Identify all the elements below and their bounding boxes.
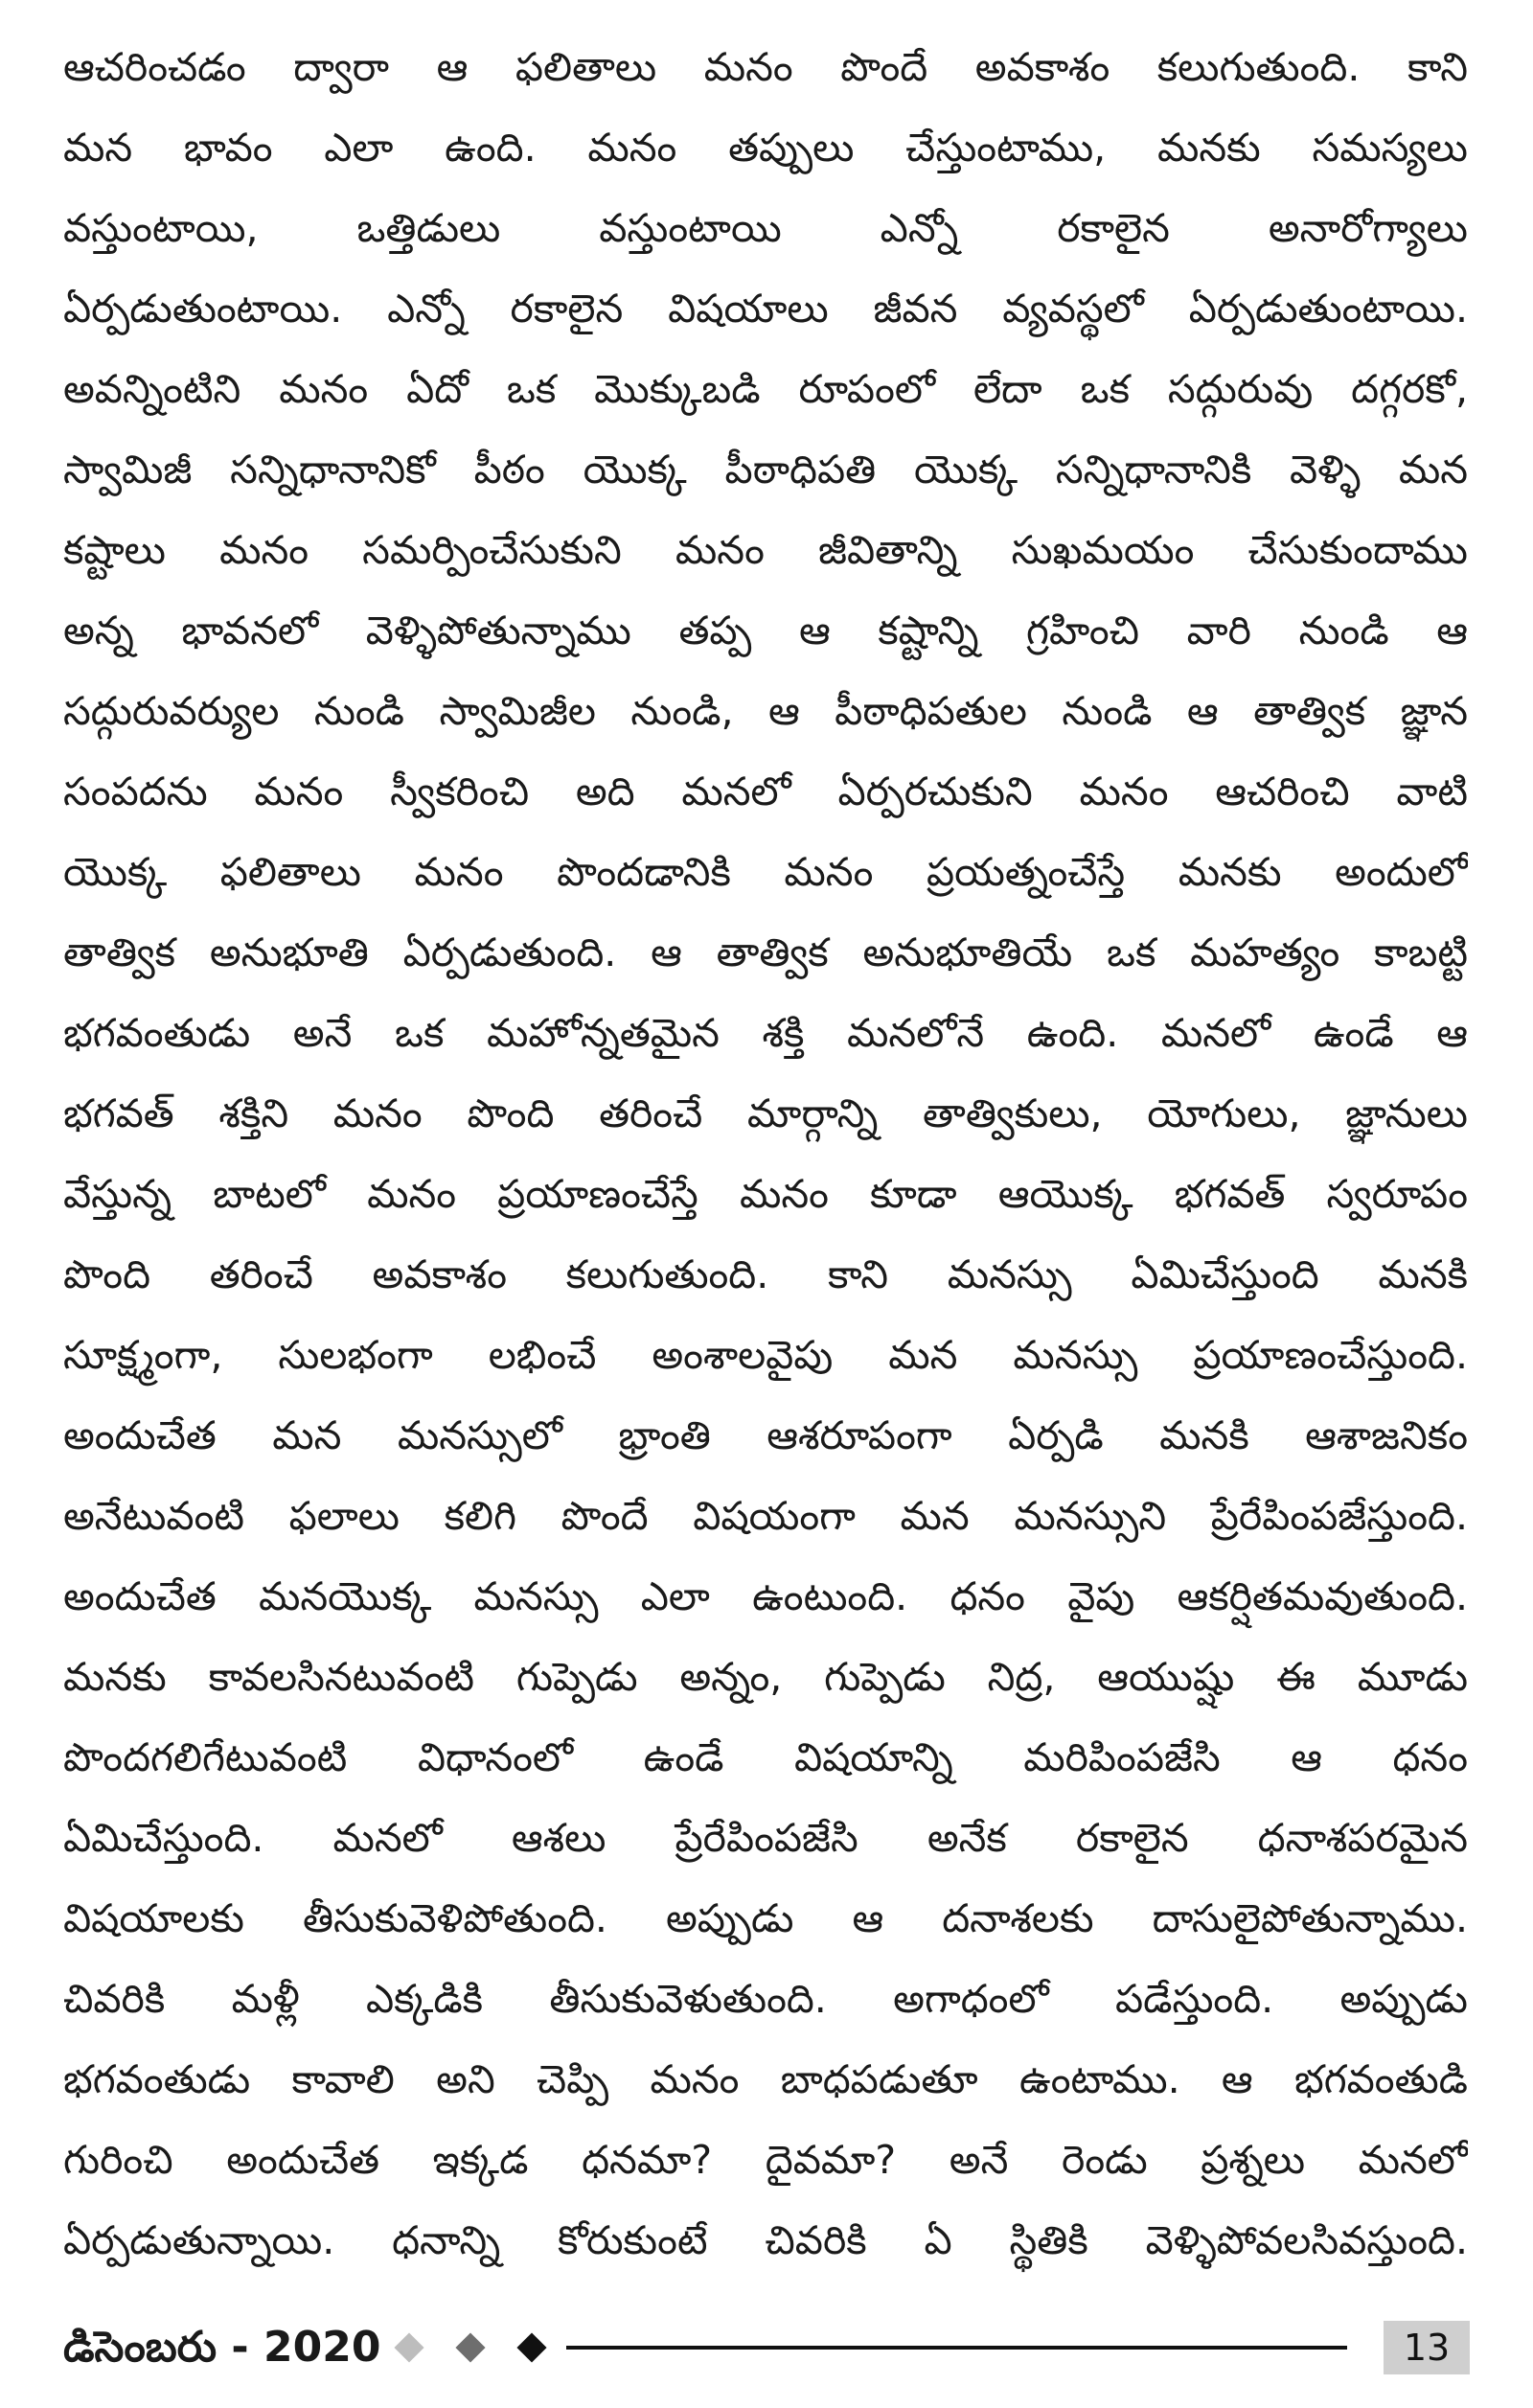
text-line: తాత్విక అనుభూతి ఏర్పడుతుంది. ఆ తాత్విక అనుభూతియే ఒక మహత్యం కాబట్టి <box>63 929 1468 975</box>
text-line: అందుచేత మనయొక్క మనస్సు ఎలా ఉంటుంది. ధనం వైపు ఆకర్షితమవుతుంది. <box>63 1573 1468 1619</box>
text-line: ఏమిచేస్తుంది. మనలో ఆశలు ప్రేరేపింపజేసి అనేక రకాలైన ధనాశపరమైన <box>63 1815 1468 1861</box>
diamond-ornament-icon <box>455 2332 485 2362</box>
text-line: పొంది తరించే అవకాశం కలుగుతుంది. కాని మనస్సు ఏమిచేస్తుంది మనకి <box>63 1251 1468 1297</box>
text-line: అనేటువంటి ఫలాలు కలిగి పొందే విషయంగా మన మనస్సుని ప్రేరేపింపజేస్తుంది. <box>63 1493 1468 1539</box>
text-line: భగవంతుడు అనే ఒక మహోన్నతమైన శక్తి మనలోనే ఉంది. మనలో ఉండే ఆ <box>63 1010 1468 1056</box>
text-line: ఏర్పడుతున్నాయి. ధనాన్ని కోరుకుంటే చివరికి ఏ స్థితికి వెళ్ళిపోవలసివస్తుంది. <box>63 2217 1468 2263</box>
diamond-ornament-icon <box>516 2332 546 2362</box>
diamond-ornament-icon <box>394 2332 423 2362</box>
page-number: 13 <box>1384 2321 1470 2374</box>
text-line: విషయాలకు తీసుకువెళిపోతుంది. అప్పుడు ఆ దనాశలకు దాసులైపోతున్నాము. <box>63 1895 1468 1941</box>
text-line: యొక్క ఫలితాలు మనం పొందడానికి మనం ప్రయత్నంచేస్తే మనకు అందులో <box>63 849 1468 895</box>
text-line: మన భావం ఎలా ఉంది. మనం తప్పులు చేస్తుంటాము, మనకు సమస్యలు <box>63 125 1468 171</box>
text-line: భగవంతుడు కావాలి అని చెప్పి మనం బాధపడుతూ ఉంటాము. ఆ భగవంతుడి <box>63 2056 1468 2102</box>
text-line: కష్టాలు మనం సమర్పించేసుకుని మనం జీవితాన్ని సుఖమయం చేసుకుందాము <box>63 527 1468 573</box>
text-line: స్వామిజీ సన్నిధానానికో పీఠం యొక్క పీఠాధిపతి యొక్క సన్నిధానానికి వెళ్ళి మన <box>63 447 1468 493</box>
text-line: గురించి అందుచేత ఇక్కడ ధనమా? దైవమా? అనే రెండు ప్రశ్నలు మనలో <box>63 2137 1468 2183</box>
issue-date: డిసెంబరు - 2020 <box>63 2323 381 2372</box>
text-line: చివరికి మళ్లీ ఎక్కడికి తీసుకువెళుతుంది. అగాధంలో పడేస్తుంది. అప్పుడు <box>63 1976 1468 2022</box>
text-line: ఆచరించడం ద్వారా ఆ ఫలితాలు మనం పొందే అవకాశం కలుగుతుంది. కాని <box>63 44 1468 90</box>
text-line: మనకు కావలసినటువంటి గుప్పెడు అన్నం, గుప్పెడు నిద్ర, ఆయుష్షు ఈ మూడు <box>63 1654 1468 1700</box>
text-line: సద్గురువర్యుల నుండి స్వామిజీల నుండి, ఆ పీఠాధిపతుల నుండి ఆ తాత్విక జ్ఞాన <box>63 688 1468 734</box>
article-body <box>63 27 1468 2281</box>
text-line: అన్న భావనలో వెళ్ళిపోతున్నాము తప్ప ఆ కష్టాన్ని గ్రహించి వారి నుండి ఆ <box>63 608 1468 654</box>
text-line: సూక్ష్మంగా, సులభంగా లభించే అంశాలవైపు మన మనస్సు ప్రయాణంచేస్తుంది. <box>63 1332 1468 1378</box>
text-line: వేస్తున్న బాటలో మనం ప్రయాణంచేస్తే మనం కూడా ఆయొక్క భగవత్ స్వరూపం <box>63 1171 1468 1217</box>
text-line: ఏర్పడుతుంటాయి. ఎన్నో రకాలైన విషయాలు జీవన వ్యవస్థలో ఏర్పడుతుంటాయి. <box>63 286 1468 332</box>
footer-divider <box>566 2346 1347 2350</box>
text-line: సంపదను మనం స్వీకరించి అది మనలో ఏర్పరచుకుని మనం ఆచరించి వాటి <box>63 768 1468 814</box>
text-line: భగవత్ శక్తిని మనం పొంది తరించే మార్గాన్ని తాత్వికులు, యోగులు, జ్ఞానులు <box>63 1090 1468 1136</box>
page-footer <box>63 2317 1470 2378</box>
text-line: అందుచేత మన మనస్సులో భ్రాంతి ఆశరూపంగా ఏర్పడి మనకి ఆశాజనికం <box>63 1412 1468 1458</box>
text-line: వస్తుంటాయి, ఒత్తిడులు వస్తుంటాయి ఎన్నో రకాలైన అనారోగ్యాలు <box>63 205 1468 251</box>
text-line: అవన్నింటిని మనం ఏదో ఒక మొక్కుబడి రూపంలో లేదా ఒక సద్గురువు దగ్గరకో, <box>63 366 1468 412</box>
text-line: పొందగలిగేటువంటి విధానంలో ఉండే విషయాన్ని మరిపింపజేసి ఆ ధనం <box>63 1734 1468 1780</box>
